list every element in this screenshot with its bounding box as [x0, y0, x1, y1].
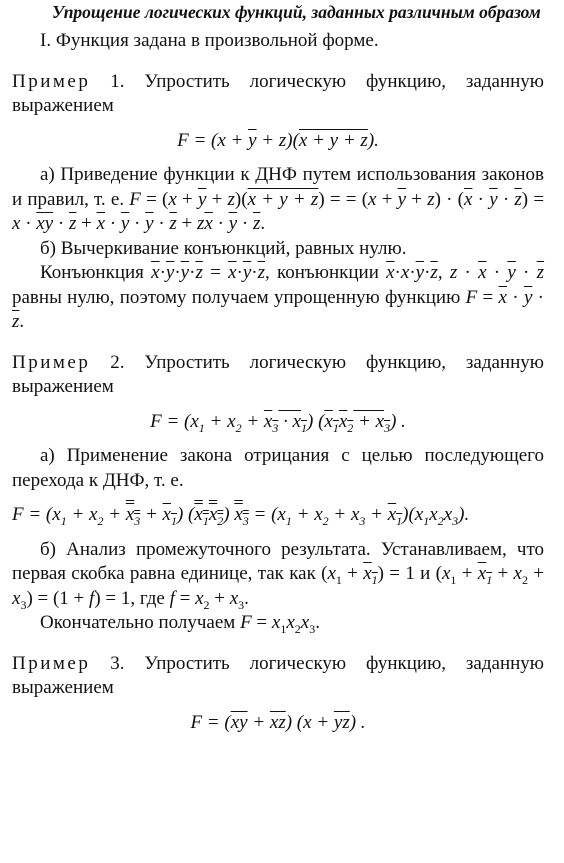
example2-step-b: б) Анализ промежуточного результата. Устанавливаем, что первая скобка равна единице, так как $(x_1 + x_1) = 1$ и $(x_1 + x_1 + x_2 + x_3) = (1 + f) = 1$, где $f = x_2 + x_3$.: [12, 538, 544, 612]
example3-label: Пример: [12, 652, 91, 674]
example2-formula: $F = (x_1 + x_2 + x_3 \cdot x_1) (x_1x_2 + x_3)$ .: [150, 410, 406, 435]
example1-intro: [12, 70, 544, 119]
example1-formula: $F = (x + \overline{y} + z)(x + y + z)$.: [177, 129, 379, 151]
example2-final: Окончательно получаем $F = x_1x_2x_3$.: [40, 612, 320, 636]
example1-step-b: б) Вычеркивание конъюнкций, равных нулю.: [40, 237, 407, 259]
example1-label: Пример: [12, 70, 91, 92]
example3-intro: [12, 652, 544, 701]
section-heading: Упрощение логических функций, заданных различным образом: [52, 2, 541, 22]
example3-formula: $F = (\overline{xy} + \overline{xz}) (x + \overline{yz})$ .: [190, 711, 366, 733]
example1-conclusion: Конъюнкция $\overline{x}\cdot\overline{y}\cdot\overline{y}\cdot\overline{z} = \overline{x}\cdot\overline{y}\cdot\overline{z}$, конъюнкции $\overline{x}\cdot x\cdot\overline{y}\cdot\overline{z}$, $z \cdot \overline{x} \cdot \overline{y} \cdot \overline{z}$ равны нулю, поэтому получаем упрощенную функцию $F = \overline{x} \cdot \overline{y} \cdot \overline{z}$.: [12, 262, 545, 332]
example2-step-a: а) Применение закона отрицания с целью последующего перехода к ДНФ, т. е.: [12, 445, 544, 491]
section-i-title: I. Функция задана в произвольной форме.: [40, 30, 379, 51]
example2-label: Пример: [12, 351, 91, 373]
example3-intro-text: 3. Упростить логическую функцию, заданную выражением: [12, 652, 544, 698]
example2-intro-text: 2. Упростить логическую функцию, заданную выражением: [12, 351, 544, 397]
example2-intro: [12, 351, 544, 400]
example2-formula2: $F = (x_1 + x_2 + x_3 + x_1)$ $(x_1x_2) x_3 = (x_1 + x_2 + x_3 + x_1)(x_1x_2x_3)$.: [12, 504, 470, 528]
example1-intro-text: 1. Упростить логическую функцию, заданную выражением: [12, 70, 544, 116]
example1-step-a: а) Приведение функции к ДНФ путем использования законов и правил, т. е. $F = (x + \overline{y} + z)(x + y + z)$ = = $(x + \overline{y} + z) \cdot (\overline{x} \cdot \overline{y} \cdot \overline{z}) = x \cdot \overline{x}\overline{y} \cdot \overline{z} + \overline{x} \cdot \overline{y} \cdot \overline{y} \cdot \overline{z} + z\overline{x} \cdot \overline{y} \cdot \overline{z}$.: [12, 164, 545, 234]
